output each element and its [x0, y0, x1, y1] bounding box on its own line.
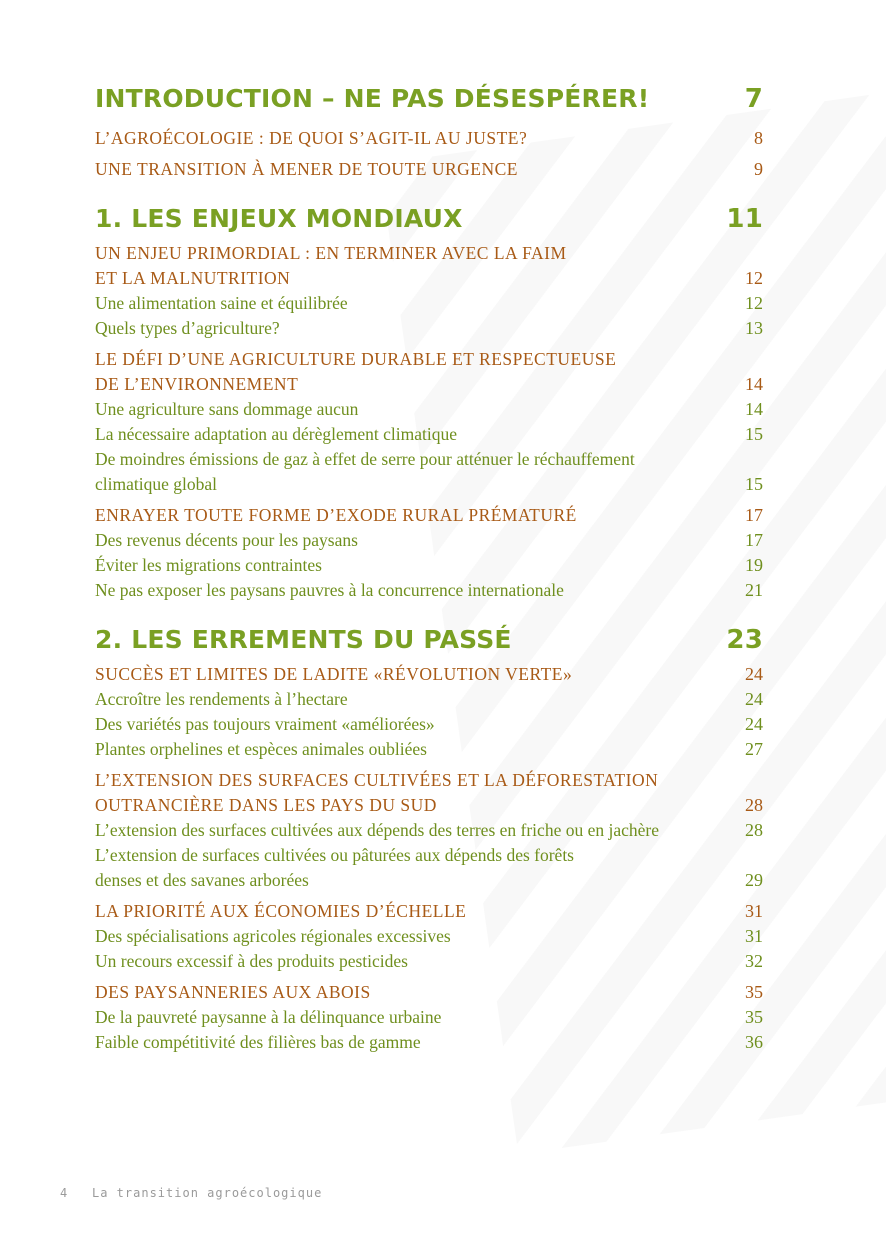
toc-entry-cont[interactable] — [95, 795, 763, 816]
toc-page: 12 — [745, 268, 763, 288]
toc-page: 14 — [745, 374, 763, 394]
toc-label: ET LA MALNUTRITION — [95, 268, 291, 288]
toc-label: L’extension des surfaces cultivées aux dépends des terres en friche ou en jachère — [95, 820, 659, 840]
toc-page: 17 — [745, 505, 763, 525]
chapter-title: INTRODUCTION – NE PAS DÉSESPÉRER! — [95, 84, 650, 113]
toc-page: 36 — [745, 1032, 763, 1052]
toc-page: 24 — [745, 714, 763, 734]
toc-subentry[interactable] — [95, 399, 763, 420]
toc-label: Ne pas exposer les paysans pauvres à la concurrence internationale — [95, 580, 564, 600]
toc-entry[interactable] — [95, 349, 763, 370]
toc-page: 24 — [745, 664, 763, 684]
toc-subentry[interactable] — [95, 951, 763, 972]
toc-page: 9 — [754, 159, 763, 179]
toc-page: 8 — [754, 128, 763, 148]
chapter-page: 23 — [726, 625, 763, 655]
toc-page: 24 — [745, 689, 763, 709]
toc-page: 19 — [745, 555, 763, 575]
toc-page: 29 — [745, 870, 763, 890]
chapter-2-heading[interactable] — [95, 625, 763, 655]
toc-subentry[interactable] — [95, 1007, 763, 1028]
toc-label: Une agriculture sans dommage aucun — [95, 399, 359, 419]
toc-label: LE DÉFI D’UNE AGRICULTURE DURABLE ET RESPECTUEUSE — [95, 349, 617, 369]
toc-label: L’AGROÉCOLOGIE : DE QUOI S’AGIT-IL AU JUSTE? — [95, 128, 528, 148]
toc-label: Un recours excessif à des produits pesticides — [95, 951, 408, 971]
toc-page: 27 — [745, 739, 763, 759]
toc-page: 32 — [745, 951, 763, 971]
toc-page: 15 — [745, 424, 763, 444]
toc-label: climatique global — [95, 474, 217, 494]
toc-subentry[interactable] — [95, 845, 763, 866]
page-footer — [60, 1186, 322, 1200]
toc-subentry[interactable] — [95, 739, 763, 760]
toc-subentry-cont[interactable] — [95, 870, 763, 891]
toc-entry-cont[interactable] — [95, 374, 763, 395]
toc-label: Plantes orphelines et espèces animales oubliées — [95, 739, 427, 759]
toc-page: 15 — [745, 474, 763, 494]
toc-subentry[interactable] — [95, 424, 763, 445]
chapter-title: 2. LES ERREMENTS DU PASSÉ — [95, 625, 512, 654]
toc-entry[interactable] — [95, 770, 763, 791]
toc-subentry[interactable] — [95, 926, 763, 947]
toc-label: denses et des savanes arborées — [95, 870, 309, 890]
toc-subentry[interactable] — [95, 555, 763, 576]
chapter-page: 7 — [744, 84, 763, 114]
toc-label: UNE TRANSITION À MENER DE TOUTE URGENCE — [95, 159, 518, 179]
toc-label: DE L’ENVIRONNEMENT — [95, 374, 299, 394]
toc-label: Quels types d’agriculture? — [95, 318, 280, 338]
toc-entry[interactable] — [95, 243, 763, 264]
toc-page: 14 — [745, 399, 763, 419]
toc-subentry[interactable] — [95, 580, 763, 601]
toc-page: 13 — [745, 318, 763, 338]
toc-page: 21 — [745, 580, 763, 600]
toc-page: 28 — [745, 795, 763, 815]
toc-subentry[interactable] — [95, 820, 763, 841]
toc-label: De la pauvreté paysanne à la délinquance urbaine — [95, 1007, 442, 1027]
toc-entry[interactable] — [95, 982, 763, 1003]
toc-label: Une alimentation saine et équilibrée — [95, 293, 348, 313]
toc-entry-cont[interactable] — [95, 268, 763, 289]
toc-label: LA PRIORITÉ AUX ÉCONOMIES D’ÉCHELLE — [95, 901, 467, 921]
toc-subentry[interactable] — [95, 714, 763, 735]
toc-entry[interactable] — [95, 664, 763, 685]
toc-page: 12 — [745, 293, 763, 313]
toc-label: Des revenus décents pour les paysans — [95, 530, 358, 550]
toc-subentry[interactable] — [95, 293, 763, 314]
toc-subentry[interactable] — [95, 1032, 763, 1053]
toc-subentry[interactable] — [95, 449, 763, 470]
toc-label: De moindres émissions de gaz à effet de serre pour atténuer le réchauffement — [95, 449, 635, 469]
toc-subentry[interactable] — [95, 689, 763, 710]
toc-page: 31 — [745, 901, 763, 921]
toc-label: Des variétés pas toujours vraiment «améliorées» — [95, 714, 435, 734]
toc-label: SUCCÈS ET LIMITES DE LADITE «RÉVOLUTION VERTE» — [95, 664, 573, 684]
toc-subentry[interactable] — [95, 530, 763, 551]
toc-label: L’extension de surfaces cultivées ou pâturées aux dépends des forêts — [95, 845, 574, 865]
toc-page: 35 — [745, 982, 763, 1002]
toc-label: La nécessaire adaptation au dérèglement climatique — [95, 424, 457, 444]
toc-label: Des spécialisations agricoles régionales excessives — [95, 926, 451, 946]
toc-entry[interactable] — [95, 159, 763, 180]
toc-page: 31 — [745, 926, 763, 946]
toc-entry[interactable] — [95, 505, 763, 526]
toc-label: Accroître les rendements à l’hectare — [95, 689, 348, 709]
toc-entry[interactable] — [95, 128, 763, 149]
toc-label: OUTRANCIÈRE DANS LES PAYS DU SUD — [95, 795, 437, 815]
toc-label: L’EXTENSION DES SURFACES CULTIVÉES ET LA DÉFORESTATION — [95, 770, 659, 790]
toc-label: UN ENJEU PRIMORDIAL : EN TERMINER AVEC LA FAIM — [95, 243, 567, 263]
toc-page: 35 — [745, 1007, 763, 1027]
chapter-intro-heading[interactable] — [95, 84, 763, 114]
toc-page: 17 — [745, 530, 763, 550]
chapter-page: 11 — [726, 204, 763, 234]
toc-subentry[interactable] — [95, 318, 763, 339]
toc-entry[interactable] — [95, 901, 763, 922]
chapter-1-heading[interactable] — [95, 204, 763, 234]
chapter-title: 1. LES ENJEUX MONDIAUX — [95, 204, 463, 233]
footer-page-number: 4 — [60, 1186, 69, 1200]
toc-subentry-cont[interactable] — [95, 474, 763, 495]
toc-page: 28 — [745, 820, 763, 840]
toc-label: Éviter les migrations contraintes — [95, 555, 322, 575]
toc-label: DES PAYSANNERIES AUX ABOIS — [95, 982, 371, 1002]
toc-label: ENRAYER TOUTE FORME D’EXODE RURAL PRÉMATURÉ — [95, 505, 577, 525]
footer-book-title: La transition agroécologique — [92, 1186, 323, 1200]
toc-label: Faible compétitivité des filières bas de gamme — [95, 1032, 421, 1052]
